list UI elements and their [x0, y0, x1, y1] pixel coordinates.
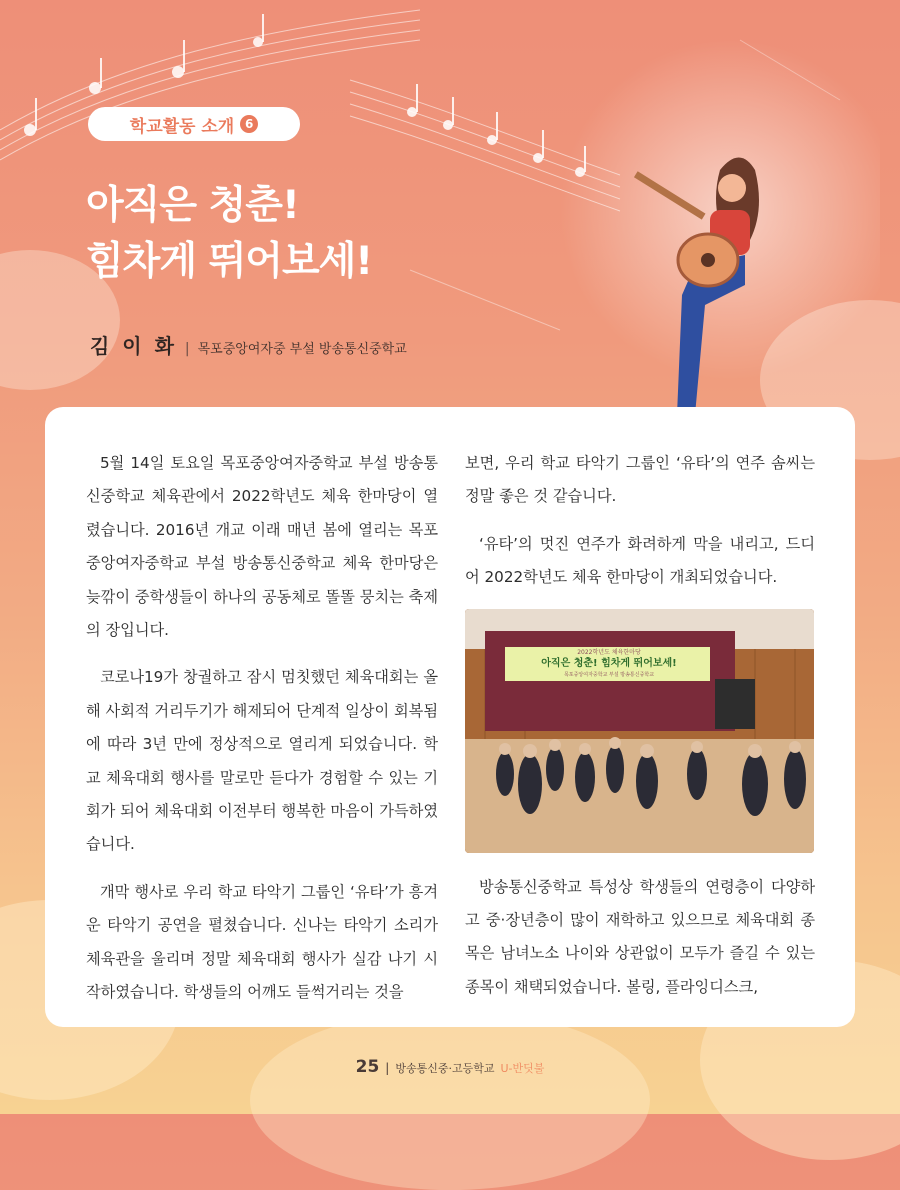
article-title: [86, 178, 372, 290]
paragraph: ‘유타’의 멋진 연주가 화려하게 막을 내리고, 드디어 2022학년도 체육 한마당이 개최되었습니다.: [465, 534, 815, 587]
banner-text: 아직은 청춘! 힘차게 뛰어보세!: [541, 657, 677, 669]
author-byline: [90, 330, 407, 359]
article-card: [45, 407, 855, 1027]
page-footer: [0, 1057, 900, 1077]
event-photo: [465, 609, 814, 853]
section-number-badge: 6: [240, 115, 258, 133]
banner-small-text: 2022학년도 체육한마당: [577, 648, 641, 656]
paragraph: 코로나19가 창궐하고 잠시 멈칫했던 체육대회는 올해 사회적 거리두기가 해제되어 단계적 일상이 회복됨에 따라 3년 만에 정상적으로 열리게 되었습니다. 학교 체육대회 행사를 말로만 듣다가 경험할 수 있는 기회가 되어 체육대회 이전부터 행복한 마음이 가득하였습니다.: [86, 668, 438, 854]
title-line-1: 아직은 청춘!: [86, 183, 299, 228]
article-left-column: [86, 447, 438, 1024]
footer-magazine-name: U-반딧불: [500, 1062, 545, 1075]
paragraph: 개막 행사로 우리 학교 타악기 그룹인 ‘유타’가 흥겨운 타악기 공연을 펼쳤습니다. 신나는 타악기 소리가 체육관을 울리며 정말 체육대회 행사가 실감 나기 시작하였습니다. 학생들의 어깨도 들썩거리는 것을: [86, 882, 438, 1002]
section-badge-label: 학교활동 소개: [129, 116, 235, 137]
article-right-column: [465, 447, 815, 1018]
paragraph: 보면, 우리 학교 타악기 그룹인 ‘유타’의 연주 솜씨는 정말 좋은 것 같습니다.: [465, 454, 815, 506]
section-badge: [88, 107, 300, 141]
banner-sub-text: 목포중앙여자중학교 부설 방송통신중학교: [563, 671, 655, 678]
footer-school-name: 방송통신중·고등학교: [395, 1062, 495, 1075]
paragraph: 방송통신중학교 특성상 학생들의 연령층이 다양하고 중·장년층이 많이 재학하고 있으므로 체육대회 종목은 남녀노소 나이와 상관없이 모두가 즐길 수 있는 종목이 채택되었습니다. 볼링, 플라잉디스크,: [465, 877, 815, 996]
byline-separator: |: [184, 341, 190, 357]
page-number: 25: [355, 1057, 380, 1077]
footer-separator: |: [385, 1061, 390, 1075]
author-affiliation: 목포중앙여자중 부설 방송통신중학교: [197, 342, 407, 357]
banner-overlay: [511, 649, 707, 679]
moon-illustration: [560, 20, 880, 440]
title-line-2: 힘차게 뛰어보세!: [86, 239, 373, 284]
paragraph: 5월 14일 토요일 목포중앙여자중학교 부설 방송통신중학교 체육관에서 2022학년도 체육 한마당이 열렸습니다. 2016년 개교 이래 매년 봄에 열리는 목포중앙여자중학교 부설 방송통신중학교 체육 한마당은 늦깎이 중학생들이 하나의 공동체로 똘똘 뭉치는 축제의 장입니다.: [86, 454, 438, 640]
author-name: 김 이 화: [90, 334, 177, 358]
